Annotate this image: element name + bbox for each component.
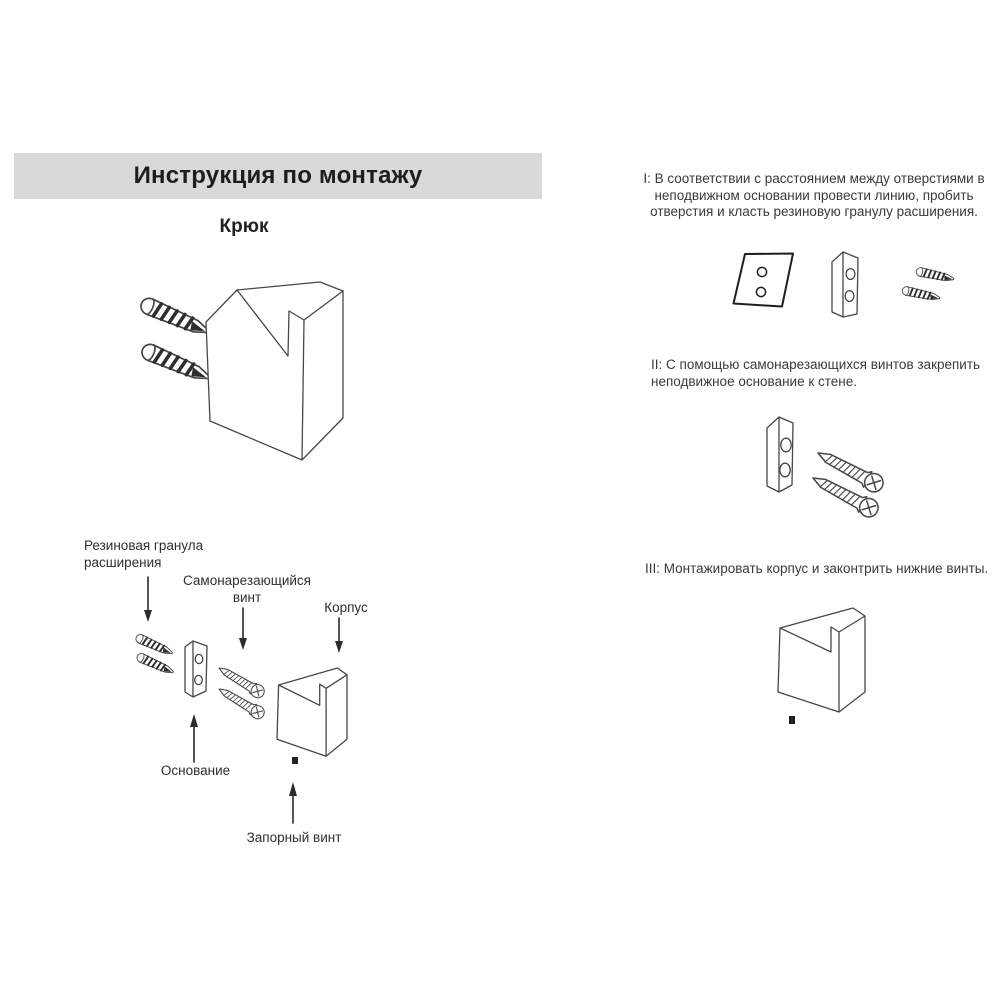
- header-bar: [14, 153, 542, 199]
- base-plate-icon: [185, 641, 207, 697]
- anchor-plug-icon: [138, 296, 212, 385]
- label-self-tapping-screw: Самонарезающийся винт: [183, 573, 311, 605]
- label-hook-body: Корпус: [324, 600, 368, 615]
- step3-illustration: [778, 608, 865, 724]
- lock-screw-icon: [789, 716, 795, 724]
- screw-icon: [809, 445, 887, 520]
- step2-illustration: [767, 417, 886, 520]
- hook-body-icon: [778, 608, 865, 712]
- step-2-text: II: С помощью самонарезающихся винтов закрепить неподвижное основание к стене.: [651, 357, 981, 389]
- step1-illustration: [734, 252, 955, 317]
- page-title: Инструкция по монтажу: [133, 162, 423, 189]
- anchor-plug-icon: [901, 267, 954, 302]
- hook-body-icon: [277, 668, 347, 756]
- step-1-text: I: В соответствии с расстоянием между отверстиями в неподвижном основании провести линию, пробить отверстия и класть резиновую гранулу расширения.: [643, 171, 985, 219]
- hook-body-icon: [206, 282, 343, 460]
- wall-marking-icon: [734, 254, 794, 307]
- step-3-text: III: Монтажировать корпус и законтрить нижние винты.: [645, 561, 989, 576]
- base-plate-icon: [767, 417, 793, 492]
- product-name: Крюк: [219, 216, 269, 237]
- label-rubber-expansion-plug: Резиновая гранула расширения: [84, 538, 204, 570]
- base-plate-icon: [832, 252, 858, 317]
- screw-icon: [216, 662, 267, 721]
- lock-screw-icon: [292, 757, 298, 764]
- anchor-plug-icon: [135, 633, 175, 676]
- hook-3d-drawing: [138, 282, 343, 460]
- label-lock-screw: Запорный винт: [246, 830, 342, 845]
- label-base-plate: Основание: [160, 763, 231, 778]
